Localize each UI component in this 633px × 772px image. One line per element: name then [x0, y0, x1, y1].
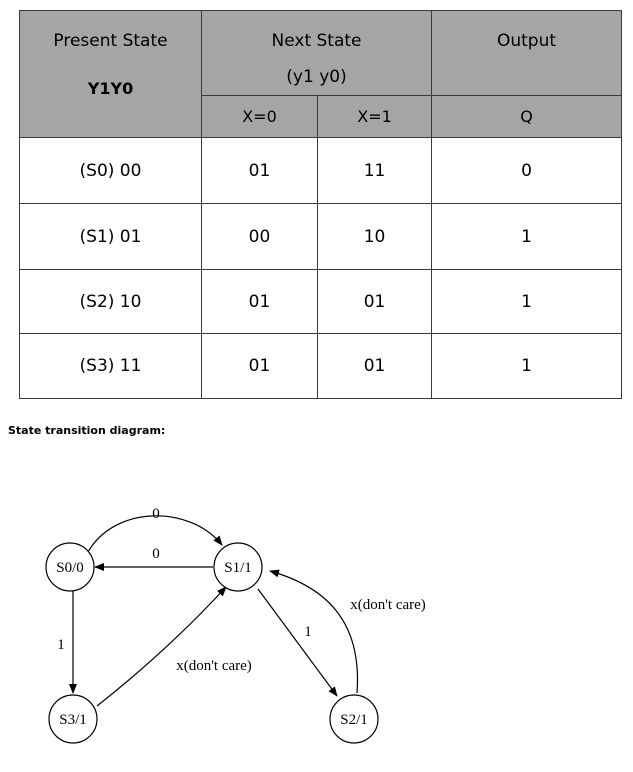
cell-x0: 01 [202, 138, 318, 204]
table-row [20, 270, 622, 334]
cell-present: (S3) 11 [20, 334, 202, 399]
cell-present: (S0) 00 [20, 138, 202, 204]
state-table [19, 10, 622, 399]
cell-q: 1 [432, 204, 622, 270]
state-s0-label: S0/0 [56, 560, 84, 576]
state-s1 [214, 543, 262, 591]
cell-x0: 01 [202, 270, 318, 334]
present-state-vars: Y1Y0 [87, 79, 134, 98]
cell-x0: 00 [202, 204, 318, 270]
edge-label-s1-to-s2: 1 [304, 624, 312, 640]
state-s3-label: S3/1 [59, 712, 87, 728]
cell-present: (S2) 10 [20, 270, 202, 334]
state-s2 [330, 695, 378, 743]
output-label: Output [496, 31, 557, 51]
header-x1: X=1 [318, 96, 432, 138]
next-state-label: Next State [271, 31, 362, 51]
edge-s2-to-s1 [270, 571, 358, 693]
state-transition-diagram [0, 440, 633, 772]
next-state-vars: (y1 y0) [286, 67, 347, 87]
edge-label-s1-to-s0: 0 [152, 546, 160, 562]
table-row [20, 138, 622, 204]
table-row [20, 334, 622, 399]
edge-label-s2-to-s1: x(don't care) [350, 597, 426, 613]
cell-x1: 01 [318, 270, 432, 334]
state-s3 [49, 695, 97, 743]
edge-s1-to-s2 [258, 589, 337, 696]
header-q: Q [432, 96, 622, 138]
header-next-state [202, 11, 432, 96]
diagram-section-title: State transition diagram: [8, 424, 166, 437]
state-s2-label: S2/1 [340, 712, 368, 728]
cell-x1: 11 [318, 138, 432, 204]
edge-label-s0-to-s3: 1 [57, 637, 65, 653]
header-x0: X=0 [202, 96, 318, 138]
header-output [432, 11, 622, 96]
cell-q: 1 [432, 334, 622, 399]
state-s0 [46, 543, 94, 591]
state-s1-label: S1/1 [224, 560, 252, 576]
cell-x1: 01 [318, 334, 432, 399]
table-row [20, 204, 622, 270]
cell-present: (S1) 01 [20, 204, 202, 270]
edge-s3-to-s1 [97, 587, 226, 706]
cell-x1: 10 [318, 204, 432, 270]
present-state-label: Present State [53, 31, 168, 51]
cell-x0: 01 [202, 334, 318, 399]
header-present-state [20, 11, 202, 138]
edge-label-s3-to-s1: x(don't care) [176, 658, 252, 674]
cell-q: 0 [432, 138, 622, 204]
cell-q: 1 [432, 270, 622, 334]
edge-label-s0-to-s1: 0 [152, 506, 160, 522]
